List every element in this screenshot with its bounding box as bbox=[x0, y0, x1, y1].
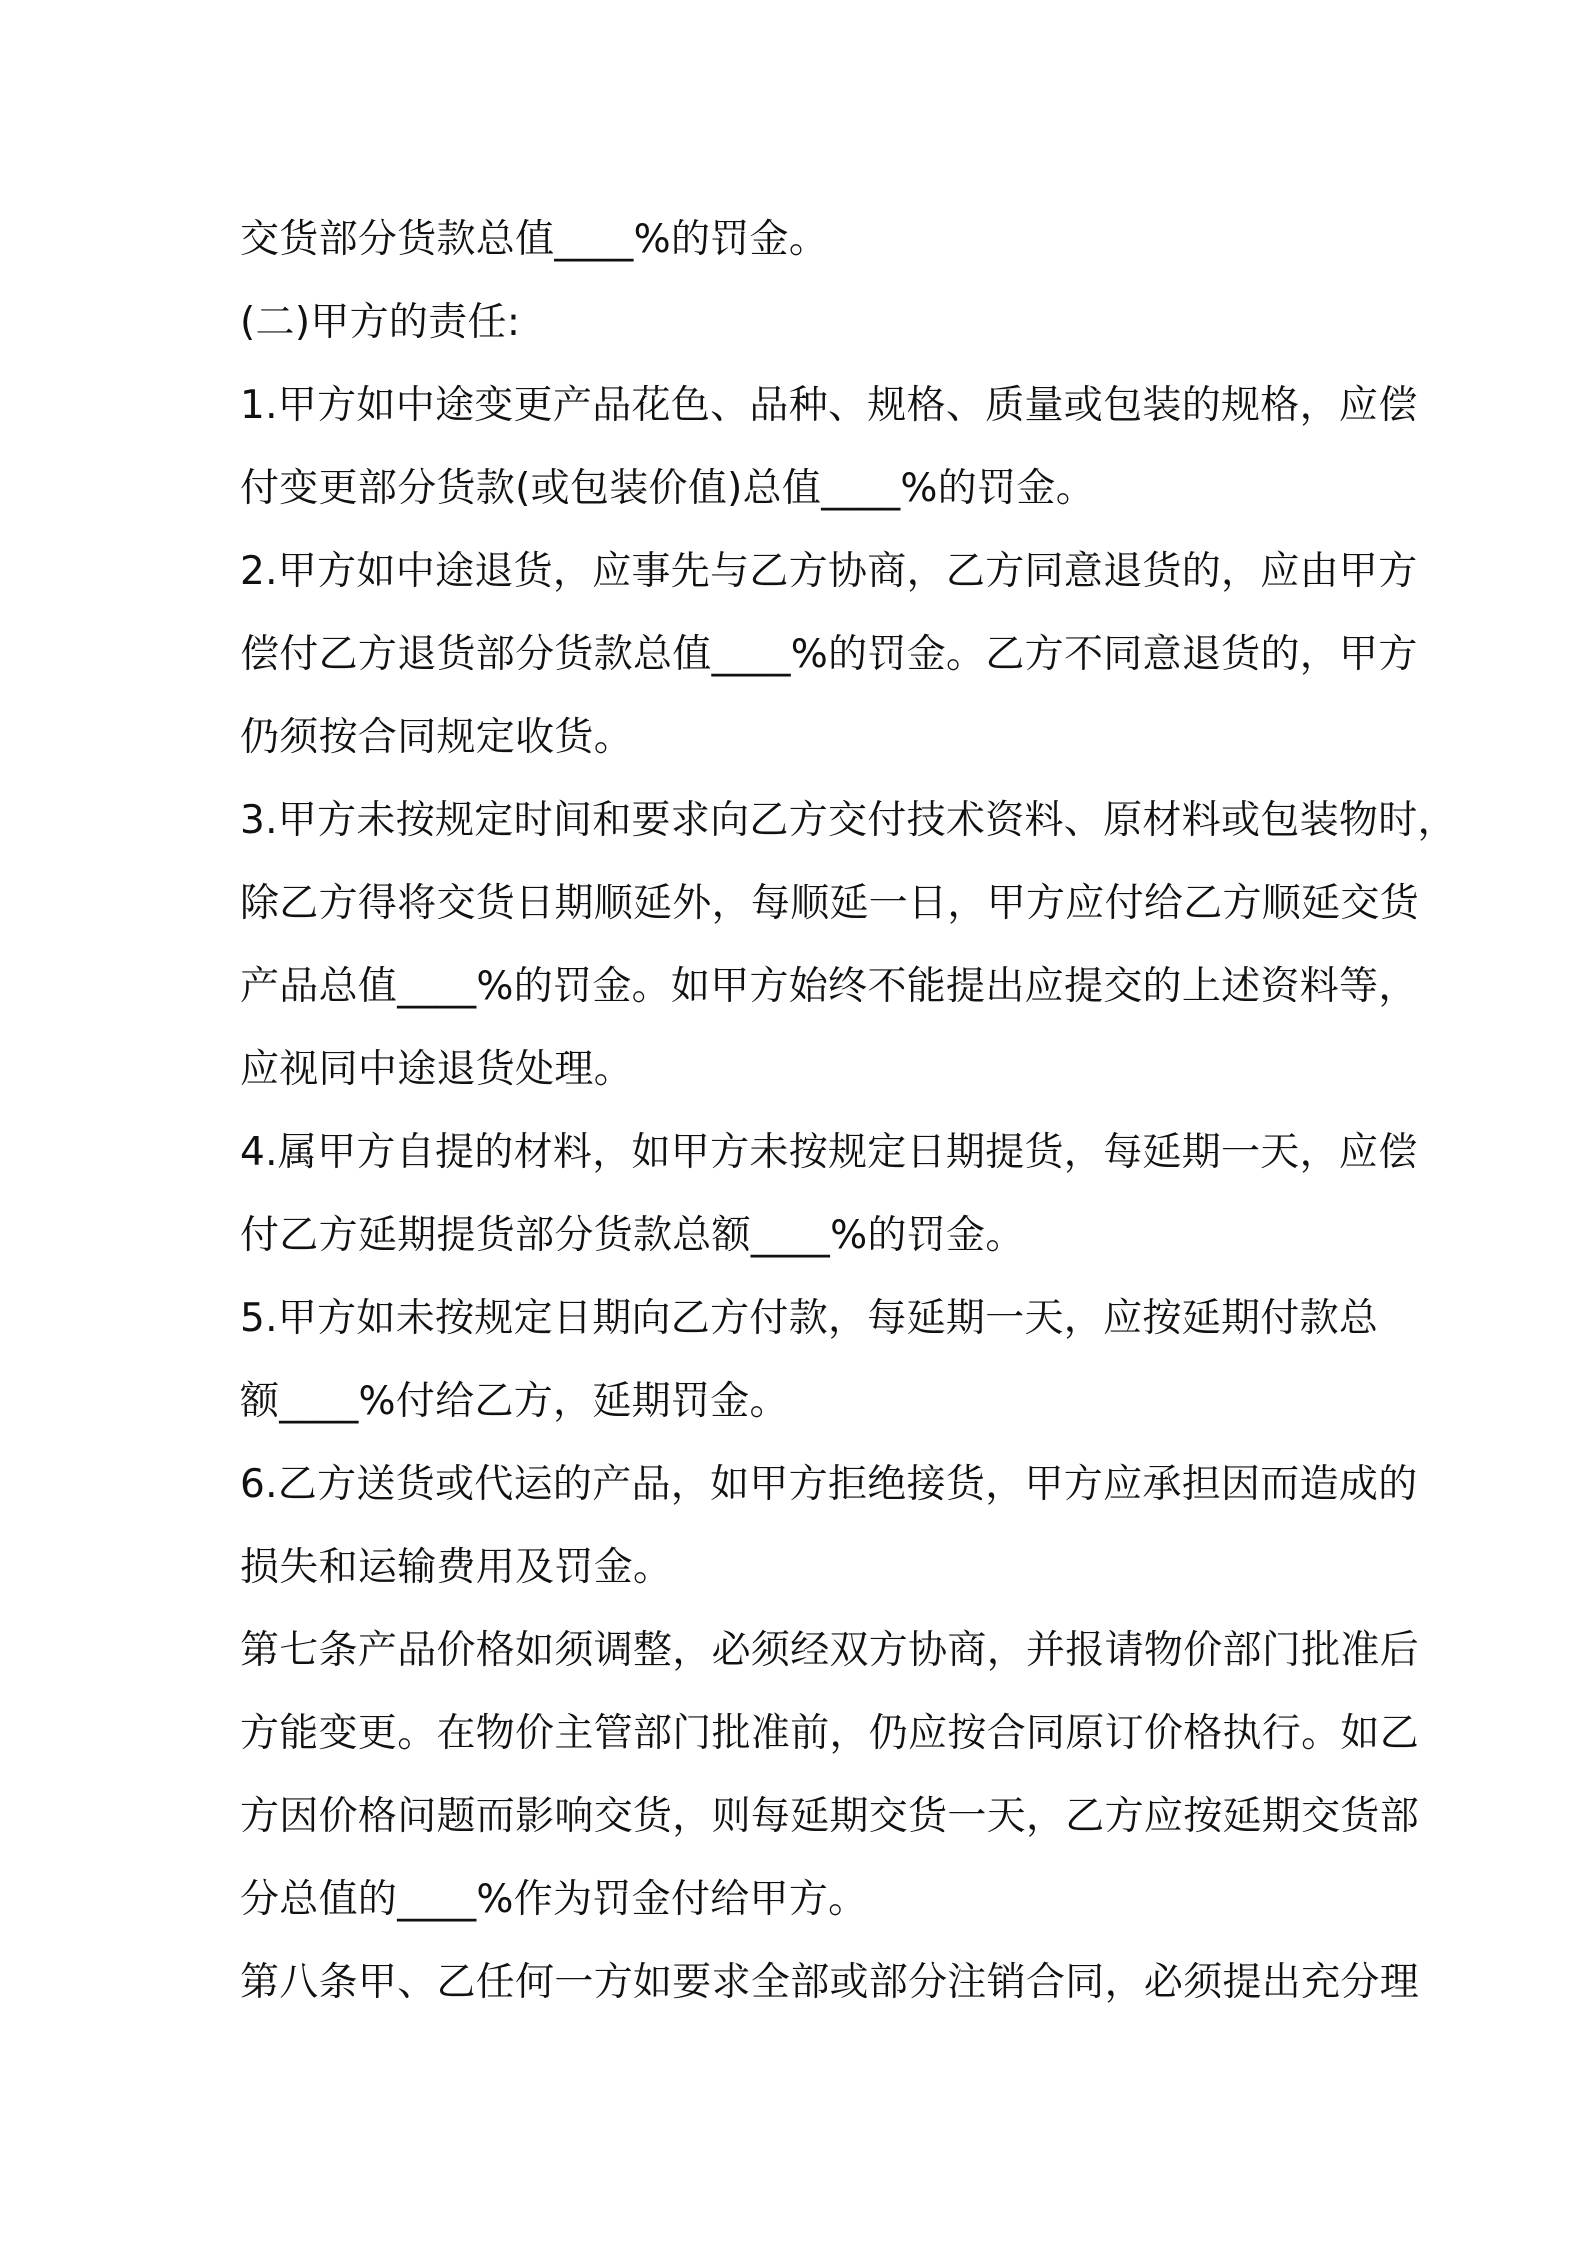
text-line: 方能变更。在物价主管部门批准前，仍应按合同原订价格执行。如乙 bbox=[240, 1711, 1420, 1756]
text-line: 2.甲方如中途退货，应事先与乙方协商，乙方同意退货的，应由甲方 bbox=[240, 549, 1418, 594]
text-line: 损失和运输费用及罚金。 bbox=[240, 1545, 673, 1590]
text-line: 分总值的____%作为罚金付给甲方。 bbox=[240, 1877, 868, 1922]
text-line: 仍须按合同规定收货。 bbox=[240, 715, 634, 760]
text-line: 产品总值____%的罚金。如甲方始终不能提出应提交的上述资料等， bbox=[240, 964, 1418, 1009]
text-line: 付变更部分货款(或包装价值)总值____%的罚金。 bbox=[240, 466, 1095, 511]
text-line: 偿付乙方退货部分货款总值____%的罚金。乙方不同意退货的，甲方 bbox=[240, 632, 1418, 677]
text-line: 3.甲方未按规定时间和要求向乙方交付技术资料、原材料或包装物时， bbox=[240, 798, 1457, 843]
text-line: 交货部分货款总值____%的罚金。 bbox=[240, 217, 829, 262]
text-line: 4.属甲方自提的材料，如甲方未按规定日期提货，每延期一天，应偿 bbox=[240, 1130, 1418, 1175]
text-line: 应视同中途退货处理。 bbox=[240, 1047, 634, 1092]
text-line: 第七条产品价格如须调整，必须经双方协商，并报请物价部门批准后 bbox=[240, 1628, 1420, 1673]
text-line: 除乙方得将交货日期顺延外，每顺延一日，甲方应付给乙方顺延交货 bbox=[240, 881, 1420, 926]
text-line: 额____%付给乙方，延期罚金。 bbox=[240, 1379, 789, 1424]
text-line: (二)甲方的责任: bbox=[240, 300, 521, 345]
text-line: 方因价格问题而影响交货，则每延期交货一天，乙方应按延期交货部 bbox=[240, 1794, 1420, 1839]
text-line: 5.甲方如未按规定日期向乙方付款，每延期一天，应按延期付款总 bbox=[240, 1296, 1379, 1341]
text-line: 1.甲方如中途变更产品花色、品种、规格、质量或包装的规格，应偿 bbox=[240, 383, 1418, 428]
text-line: 6.乙方送货或代运的产品，如甲方拒绝接货，甲方应承担因而造成的 bbox=[240, 1462, 1418, 1507]
text-line: 第八条甲、乙任何一方如要求全部或部分注销合同，必须提出充分理 bbox=[240, 1960, 1420, 2005]
text-line: 付乙方延期提货部分货款总额____%的罚金。 bbox=[240, 1213, 1025, 1258]
contract-text-body bbox=[240, 198, 1457, 2024]
